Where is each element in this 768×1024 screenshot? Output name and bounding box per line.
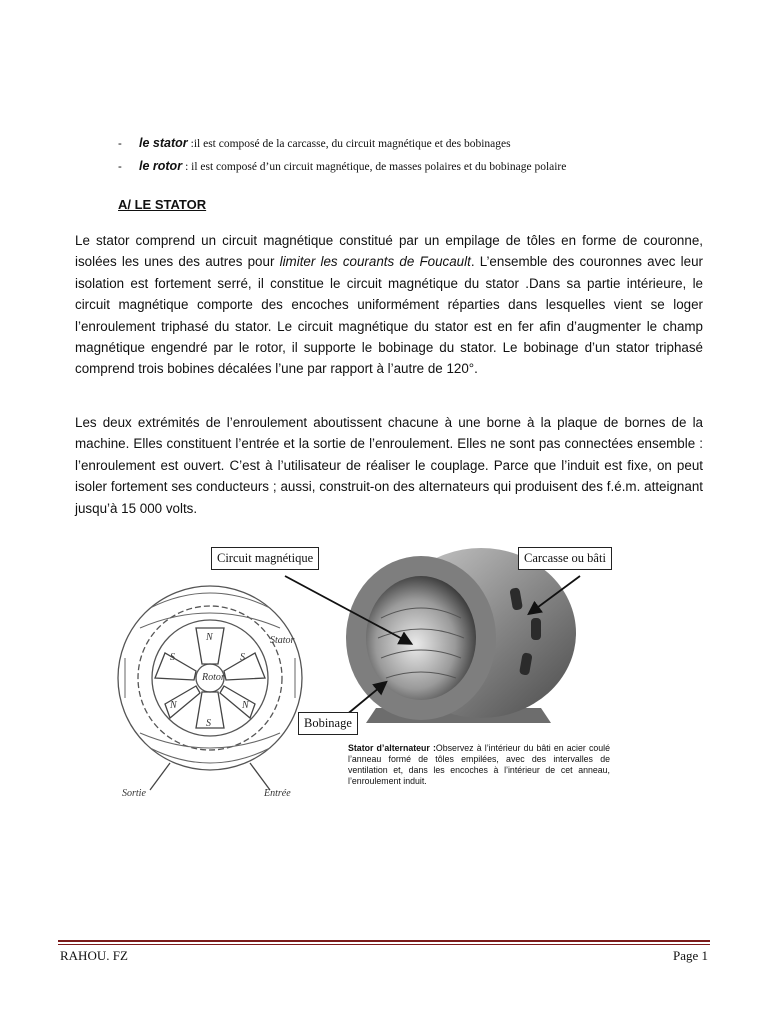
paragraph-emphasis: limiter les courants de Foucault: [279, 254, 471, 270]
footer-author: RAHOU. FZ: [60, 948, 128, 963]
paragraph-stator-description: [75, 230, 703, 380]
caption-text: Observez à l’intérieur du bâti en acier coulé l’anneau formé de tôles empilées, avec des intervalles de ventilation et, dans les encoches à l’intérieur de cet anneau, l’enroulement induit.: [348, 743, 610, 786]
arrow-carcasse: [530, 576, 580, 613]
stator-label: Stator: [270, 635, 295, 646]
pole-label: N: [242, 700, 249, 711]
list-text: : il est composé d’un circuit magnétique, de masses polaires et du bobinage polaire: [185, 161, 567, 173]
caption-title: Stator d’alternateur :: [348, 743, 436, 753]
figure-caption: [348, 743, 610, 787]
label-carcasse: Carcasse ou bâti: [518, 547, 612, 570]
paragraph-text: . L’ensemble des couronnes avec leur isolation est fortement serré, il constitue le circuit magnétique du stator .Dans sa partie intérieure, le circuit magnétique comporte des encoches uniformément réparties dans lesquelles vient se loger l’enroulement triphasé du stator. Le circuit magnétique du stator est en fer afin d’augmenter le champ magnétique engendré par le rotor, il supporte le bobinage du stator. Le bobinage d’un stator triphasé comprend trois bobines décalées l’une par rapport à l’autre de 120°.: [75, 254, 703, 377]
list-item: [118, 136, 678, 150]
list-term: le rotor: [139, 159, 183, 173]
label-bobinage: Bobinage: [298, 712, 358, 735]
sortie-label: Sortie: [122, 788, 146, 798]
pole-label: S: [240, 652, 245, 663]
list-item: [118, 159, 678, 173]
paragraph-winding-terminals: Les deux extrémités de l’enroulement aboutissent chacune à une borne à la plaque de bornes de la machine. Elles constituent l’entrée et la sortie de l’enroulement. Elles ne sont pas connectées ensemble : l’enroulement est ouvert. C’est à l’utilisateur de réaliser le couplage. Parce que l’induit est fixe, on peut isoler fortement ses conducteurs ; aussi, construit-on des alternateurs qui produisent des f.é.m. atteignant jusqu’à 15 000 volts.: [75, 415, 703, 516]
footer-rule: [58, 940, 710, 942]
footer-page-number: Page 1: [672, 948, 708, 963]
entree-label: Entrée: [264, 788, 291, 798]
list-dash: -: [118, 138, 122, 150]
footer-rule: [58, 944, 710, 945]
label-circuit-magnetique: Circuit magnétique: [211, 547, 319, 570]
list-dash: -: [118, 161, 122, 173]
list-term: le stator: [139, 136, 188, 150]
pole-label: S: [170, 652, 175, 663]
component-list: [118, 136, 678, 182]
pole-label: N: [206, 632, 213, 643]
pole-label: N: [170, 700, 177, 711]
rotor-label: Rotor: [202, 672, 225, 683]
paragraph-text: Le stator comprend un circuit magnétique constitué par un empilage de tôles en forme de couronne, isolées les unes des autres pour: [75, 233, 703, 270]
section-title: A/ LE STATOR: [118, 197, 207, 212]
arrow-circuit: [285, 576, 410, 643]
list-text: :il est composé de la carcasse, du circuit magnétique et des bobinages: [190, 138, 511, 150]
pole-label: S: [206, 718, 211, 729]
